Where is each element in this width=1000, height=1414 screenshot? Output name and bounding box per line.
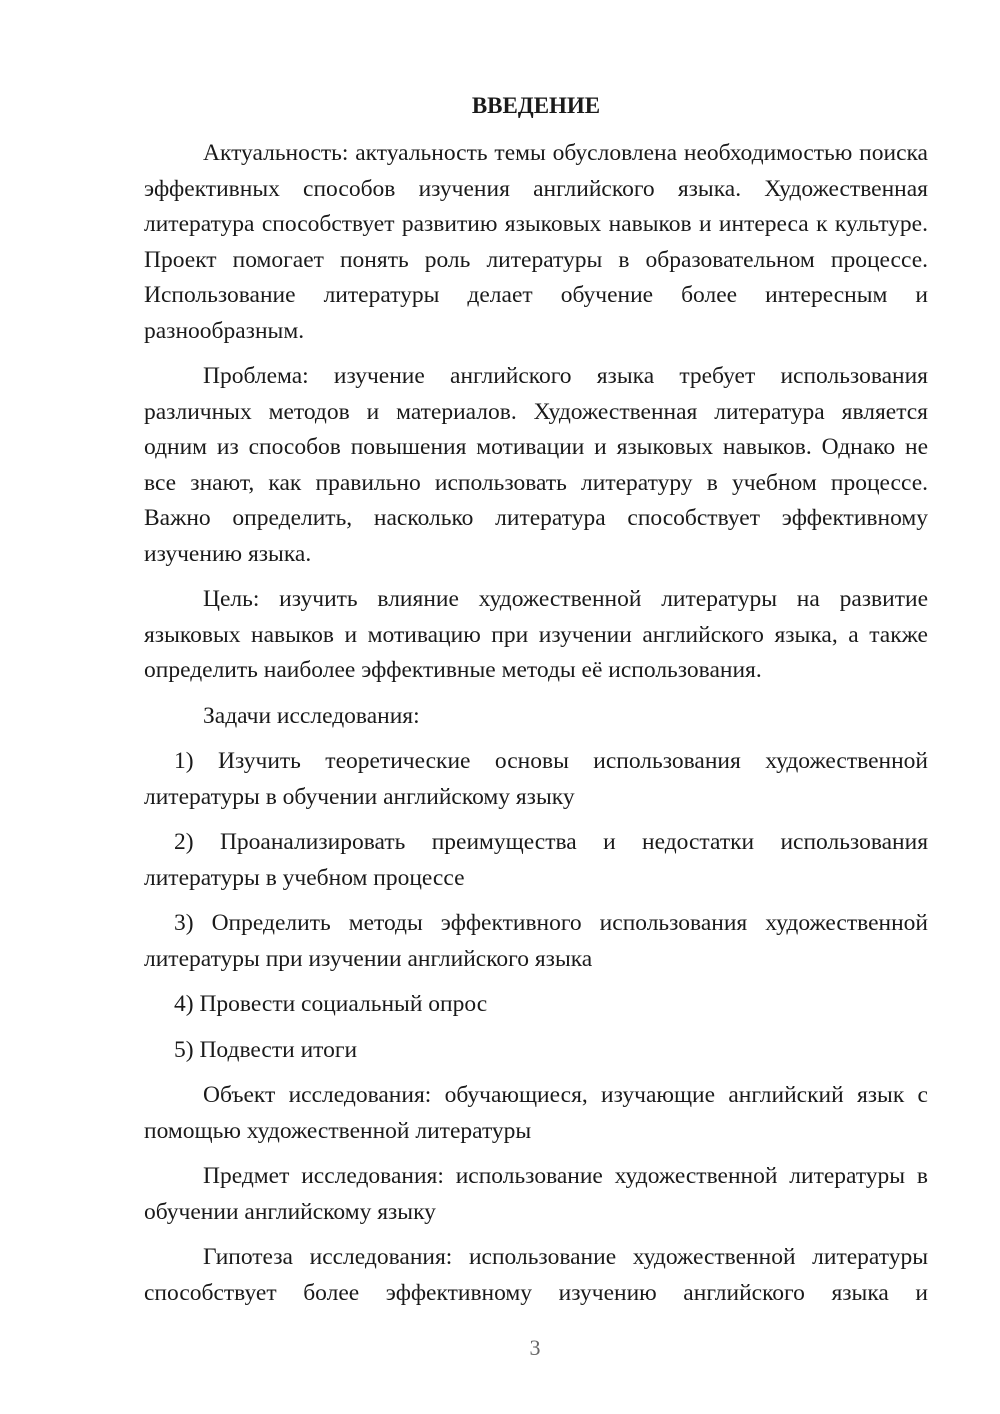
relevance-paragraph: Актуальность: актуальность темы обусловлена необходимостью поиска эффективных способов изучения английского языка. Художественная литература способствует развитию языковых навыков и интереса к культуре. Проект помогает понять роль литературы в образовательном процессе. Использование литературы делает обучение более интересным и разнообразным. [144,140,928,344]
tasks-title: Задачи исследования: [203,702,420,729]
task-item-3: 3) Определить методы эффективного использования художественной литературы при изучении английского языка [144,910,928,972]
hypothesis-paragraph: Гипотеза исследования: использование художественной литературы способствует более эффективному изучению английского языка и [144,1244,928,1306]
object-paragraph: Объект исследования: обучающиеся, изучающие английский язык с помощью художественной литературы [144,1082,928,1144]
task-item-1: 1) Изучить теоретические основы использования художественной литературы в обучении английскому языку [144,748,928,810]
section-heading: ВВЕДЕНИЕ [471,93,601,118]
problem-paragraph: Проблема: изучение английского языка требует использования различных методов и материалов. Художественная литература является одним из способов повышения мотивации и языковых навыков. Однако не все знают, как правильно использовать литературу в учебном процессе. Важно определить, насколько литература способствует эффективному изучению языка. [144,363,928,567]
goal-paragraph: Цель: изучить влияние художественной литературы на развитие языковых навыков и мотивацию при изучении английского языка, а также определить наиболее эффективные методы её использования. [144,586,928,683]
page-content [144,88,928,1311]
page-number: 3 [529,1335,541,1360]
subject-paragraph: Предмет исследования: использование художественной литературы в обучении английскому языку [144,1163,928,1225]
task-item-2: 2) Проанализировать преимущества и недостатки использования литературы в учебном процессе [144,829,928,891]
task-item-5: 5) Подвести итоги [174,1036,358,1063]
task-item-4: 4) Провести социальный опрос [174,991,488,1017]
